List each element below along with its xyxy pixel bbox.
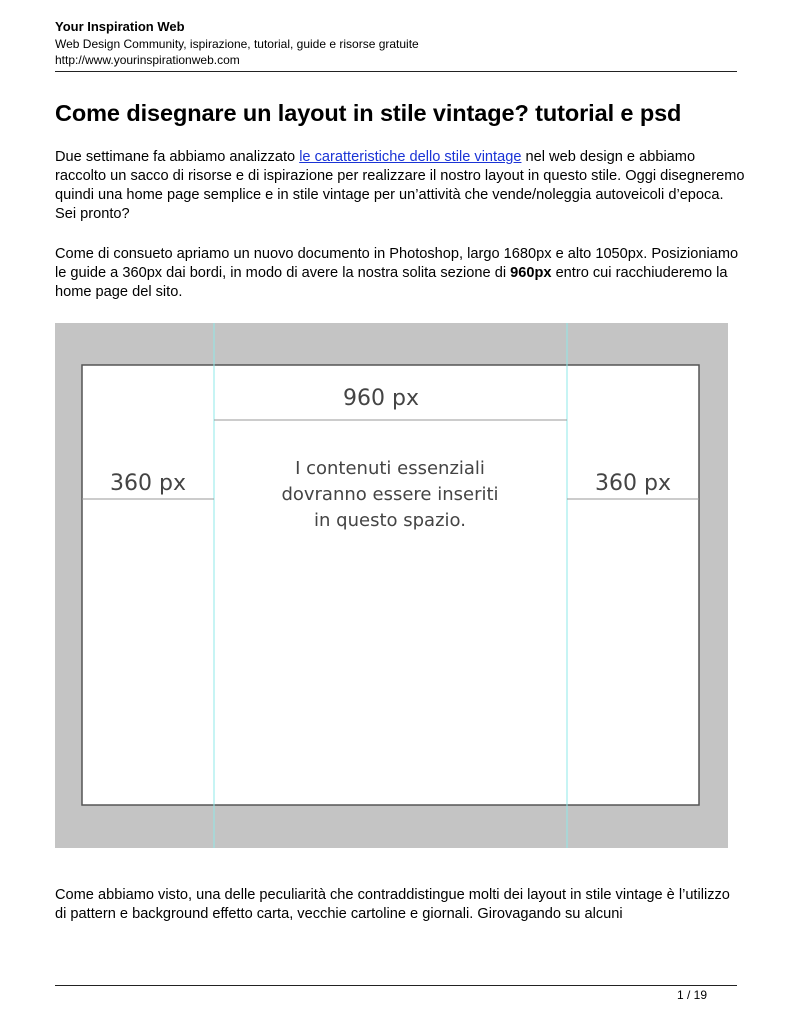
content-note-line-3: in questo spazio. <box>314 510 466 531</box>
layout-guides-figure <box>55 323 728 848</box>
intro-text-end: nel web design e abbiamo raccolto un sacco di risorse e di ispirazione per realizzare il nostro layout in questo stile. Oggi disegneremo quindi una home page semplice e in stile vintage per un’attività che vende/noleggia autoveicoli d’epoca. Sei pronto? <box>55 149 745 223</box>
right-width-label: 360 px <box>595 471 671 496</box>
left-width-label: 360 px <box>110 471 186 496</box>
photoshop-text-end: entro cui racchiuderemo la home page del sito. <box>55 265 728 301</box>
content-note-line-1: I contenuti essenziali <box>295 458 485 479</box>
paragraph-photoshop <box>55 245 745 302</box>
paragraph-patterns: Come abbiamo visto, una delle peculiarità che contraddistingue molti dei layout in stile vintage è l’utilizzo di pattern e background effetto carta, vecchie cartoline e giornali. Girovagando su alcuni <box>55 887 730 923</box>
article-title: Come disegnare un layout in stile vintage? tutorial e psd <box>55 100 682 126</box>
site-tagline: Web Design Community, ispirazione, tutorial, guide e risorse gratuite <box>55 37 419 51</box>
width-highlight: 960px <box>510 265 552 282</box>
page-number: 1 / 19 <box>676 988 707 1002</box>
document-canvas <box>82 365 699 805</box>
paragraph-intro <box>55 148 745 224</box>
content-note-line-2: dovranno essere inseriti <box>281 484 499 505</box>
site-name: Your Inspiration Web <box>55 19 185 34</box>
vintage-style-link[interactable]: le caratteristiche dello stile vintage <box>299 149 522 165</box>
footer-divider <box>55 985 737 986</box>
center-width-label: 960 px <box>343 386 419 411</box>
photoshop-text-start: Come di consueto apriamo un nuovo documento in Photoshop, largo 1680px e alto 1050px. Posizioniamo le guide a 360px dai bordi, in modo di avere la nostra solita sezione di <box>55 246 739 282</box>
site-url: http://www.yourinspirationweb.com <box>55 53 240 67</box>
header-divider <box>55 71 737 72</box>
intro-text-start: Due settimane fa abbiamo analizzato <box>55 149 300 165</box>
